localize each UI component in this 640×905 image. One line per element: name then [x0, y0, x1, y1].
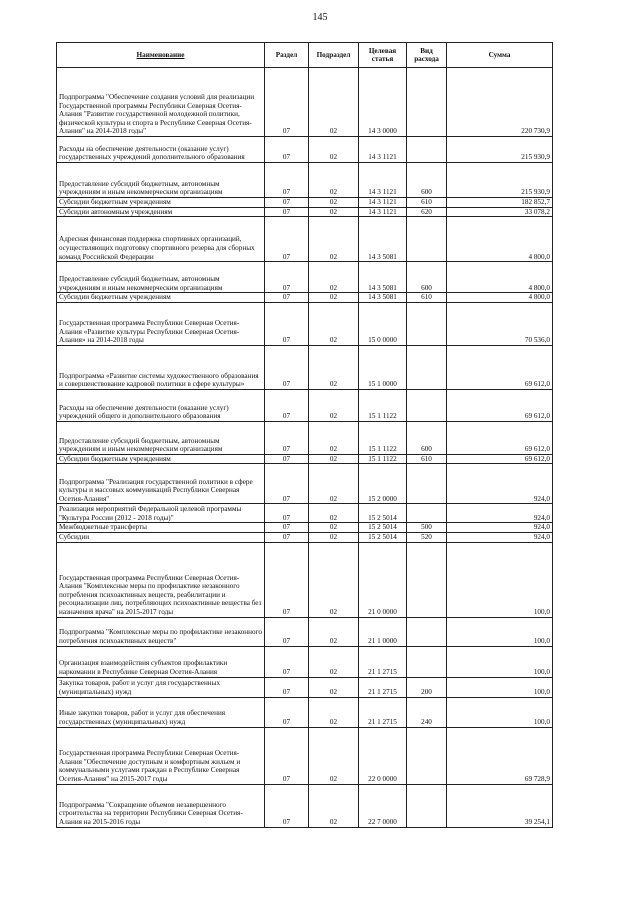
table-row — [57, 646, 553, 677]
table-row — [57, 523, 553, 533]
row-exp-type-cell: 600 — [407, 262, 447, 293]
row-amount-cell: 100,0 — [447, 646, 553, 677]
row-exp-type-cell: 500 — [407, 523, 447, 533]
row-subsection-cell: 02 — [309, 523, 359, 533]
row-exp-type-cell — [407, 302, 447, 345]
row-subsection-cell: 02 — [309, 784, 359, 827]
row-target-cell: 21 1 2715 — [359, 677, 407, 697]
row-section-cell: 07 — [265, 727, 309, 784]
row-amount-cell: 39 254,1 — [447, 784, 553, 827]
row-name-cell: Субсидии бюджетным учреждениям — [57, 198, 265, 208]
row-target-cell: 22 7 0000 — [359, 784, 407, 827]
row-name-cell: Субсидии — [57, 532, 265, 542]
row-amount-cell: 100,0 — [447, 617, 553, 646]
table-row — [57, 617, 553, 646]
table-row — [57, 217, 553, 262]
row-name-cell: Расходы на обеспечение деятельности (оказание услуг) государственных учреждений дополнительного образования — [57, 137, 265, 163]
table-row — [57, 345, 553, 389]
row-exp-type-cell — [407, 464, 447, 504]
row-target-cell: 15 1 1122 — [359, 421, 407, 454]
row-amount-cell: 924,0 — [447, 532, 553, 542]
row-amount-cell: 220 730,9 — [447, 68, 553, 137]
row-subsection-cell: 02 — [309, 532, 359, 542]
row-exp-type-cell — [407, 137, 447, 163]
row-name-cell: Расходы на обеспечение деятельности (оказание услуг) учреждений общего и дополнительного образования — [57, 389, 265, 421]
table-row — [57, 697, 553, 727]
row-target-cell: 21 1 2715 — [359, 697, 407, 727]
row-name-cell: Подпрограмма "Комплексные меры по профилактике незаконного потребления психоактивных веществ" — [57, 617, 265, 646]
row-subsection-cell: 02 — [309, 345, 359, 389]
row-exp-type-cell — [407, 389, 447, 421]
row-exp-type-cell: 200 — [407, 677, 447, 697]
table-row — [57, 198, 553, 208]
row-section-cell: 07 — [265, 532, 309, 542]
header-amount: Сумма — [447, 43, 553, 68]
row-subsection-cell: 02 — [309, 617, 359, 646]
row-amount-cell: 100,0 — [447, 697, 553, 727]
row-target-cell: 14 3 0000 — [359, 68, 407, 137]
row-name-cell: Подпрограмма "Сокращение объемов незавершенного строительства на территории Республики Северная Осетия-Алания на 2015-2016 годы — [57, 784, 265, 827]
row-amount-cell: 69 728,9 — [447, 727, 553, 784]
row-section-cell: 07 — [265, 137, 309, 163]
row-section-cell: 07 — [265, 163, 309, 198]
row-section-cell: 07 — [265, 784, 309, 827]
row-amount-cell: 4 800,0 — [447, 262, 553, 293]
row-subsection-cell: 02 — [309, 697, 359, 727]
header-exp-type: Вид расхода — [407, 43, 447, 68]
row-section-cell: 07 — [265, 302, 309, 345]
row-name-cell: Подпрограмма "Реализация государственной политики в сфере культуры и массовых коммуникаций Республики Северная Осетия-Алания" — [57, 464, 265, 504]
row-subsection-cell: 02 — [309, 646, 359, 677]
row-section-cell: 07 — [265, 207, 309, 217]
row-subsection-cell: 02 — [309, 302, 359, 345]
row-exp-type-cell: 610 — [407, 454, 447, 464]
row-subsection-cell: 02 — [309, 454, 359, 464]
row-name-cell: Адресная финансовая поддержка спортивных организаций, осуществляющих подготовку спортивного резерва для сборных команд Российской Федерации — [57, 217, 265, 262]
row-amount-cell: 215 930,9 — [447, 163, 553, 198]
row-name-cell: Субсидии бюджетным учреждениям — [57, 454, 265, 464]
row-exp-type-cell — [407, 617, 447, 646]
budget-table — [56, 42, 553, 828]
row-section-cell: 07 — [265, 697, 309, 727]
row-target-cell: 14 3 5081 — [359, 262, 407, 293]
row-exp-type-cell: 600 — [407, 421, 447, 454]
row-subsection-cell: 02 — [309, 207, 359, 217]
row-exp-type-cell — [407, 68, 447, 137]
row-section-cell: 07 — [265, 454, 309, 464]
row-target-cell: 14 3 1121 — [359, 198, 407, 208]
row-target-cell: 21 0 0000 — [359, 542, 407, 617]
row-section-cell: 07 — [265, 617, 309, 646]
row-target-cell: 15 1 1122 — [359, 389, 407, 421]
table-row — [57, 137, 553, 163]
row-subsection-cell: 02 — [309, 464, 359, 504]
table-row — [57, 302, 553, 345]
row-name-cell: Подпрограмма "Обеспечение создания условий для реализации Государственной программы Республики Северная Осетия-Алания "Развитие государственной молодежной политики, физической культуры и спорта в Республике Северная Осетия-Алания" на 2014-2018 годы" — [57, 68, 265, 137]
row-section-cell: 07 — [265, 68, 309, 137]
row-target-cell: 21 1 0000 — [359, 617, 407, 646]
row-name-cell: Подпрограмма «Развитие системы художественного образования и совершенствование кадровой политики в сфере культуры» — [57, 345, 265, 389]
row-amount-cell: 69 612,0 — [447, 421, 553, 454]
row-name-cell: Предоставление субсидий бюджетным, автономным учреждениям и иным некоммерческим организациям — [57, 262, 265, 293]
row-target-cell: 15 2 5014 — [359, 504, 407, 523]
row-amount-cell: 69 612,0 — [447, 345, 553, 389]
row-amount-cell: 924,0 — [447, 523, 553, 533]
table-row — [57, 542, 553, 617]
header-name: Наименование — [57, 43, 265, 68]
row-subsection-cell: 02 — [309, 262, 359, 293]
row-target-cell: 15 2 0000 — [359, 464, 407, 504]
row-name-cell: Реализация мероприятий Федеральной целевой программы "Культура России (2012 - 2018 годы)" — [57, 504, 265, 523]
row-amount-cell: 33 078,2 — [447, 207, 553, 217]
row-amount-cell: 4 800,0 — [447, 217, 553, 262]
row-subsection-cell: 02 — [309, 217, 359, 262]
table-row — [57, 163, 553, 198]
table-header-row — [57, 43, 553, 68]
row-target-cell: 14 3 1121 — [359, 137, 407, 163]
row-target-cell: 21 1 2715 — [359, 646, 407, 677]
table-row — [57, 389, 553, 421]
row-target-cell: 14 3 1121 — [359, 163, 407, 198]
row-name-cell: Иные закупки товаров, работ и услуг для обеспечения государственных (муниципальных) нужд — [57, 697, 265, 727]
row-subsection-cell: 02 — [309, 421, 359, 454]
row-target-cell: 15 0 0000 — [359, 302, 407, 345]
table-row — [57, 677, 553, 697]
row-subsection-cell: 02 — [309, 677, 359, 697]
row-section-cell: 07 — [265, 345, 309, 389]
row-exp-type-cell — [407, 727, 447, 784]
row-subsection-cell: 02 — [309, 68, 359, 137]
row-name-cell: Закупка товаров, работ и услуг для государственных (муниципальных) нужд — [57, 677, 265, 697]
row-amount-cell: 69 612,0 — [447, 454, 553, 464]
row-target-cell: 15 1 1122 — [359, 454, 407, 464]
row-subsection-cell: 02 — [309, 727, 359, 784]
row-exp-type-cell — [407, 345, 447, 389]
table-row — [57, 504, 553, 523]
page-number: 145 — [312, 12, 328, 23]
row-target-cell: 22 0 0000 — [359, 727, 407, 784]
table-row — [57, 293, 553, 303]
row-name-cell: Государственная программа Республики Северная Осетия-Алания «Развитие культуры Республики Северная Осетия-Алания» на 2014-2018 годы — [57, 302, 265, 345]
row-amount-cell: 182 852,7 — [447, 198, 553, 208]
header-subsection: Подраздел — [309, 43, 359, 68]
row-name-cell: Государственная программа Республики Северная Осетия-Алания "Обеспечение доступным и комфортным жильем и коммунальными услугами граждан в Республике Северная Осетия-Алания" на 2015-2017 годы — [57, 727, 265, 784]
row-target-cell: 15 1 0000 — [359, 345, 407, 389]
row-amount-cell: 215 930,9 — [447, 137, 553, 163]
table-row — [57, 727, 553, 784]
row-amount-cell: 100,0 — [447, 677, 553, 697]
row-exp-type-cell — [407, 542, 447, 617]
row-exp-type-cell — [407, 784, 447, 827]
row-exp-type-cell: 610 — [407, 198, 447, 208]
row-subsection-cell: 02 — [309, 389, 359, 421]
row-name-cell: Предоставление субсидий бюджетным, автономным учреждениям и иным некоммерческим организациям — [57, 421, 265, 454]
row-subsection-cell: 02 — [309, 504, 359, 523]
row-exp-type-cell: 240 — [407, 697, 447, 727]
row-target-cell: 15 2 5014 — [359, 532, 407, 542]
row-amount-cell: 924,0 — [447, 464, 553, 504]
row-subsection-cell: 02 — [309, 542, 359, 617]
row-section-cell: 07 — [265, 523, 309, 533]
row-exp-type-cell — [407, 504, 447, 523]
header-target: Целевая статья — [359, 43, 407, 68]
table-row — [57, 454, 553, 464]
row-subsection-cell: 02 — [309, 163, 359, 198]
row-subsection-cell: 02 — [309, 198, 359, 208]
table-row — [57, 68, 553, 137]
row-section-cell: 07 — [265, 421, 309, 454]
row-target-cell: 15 2 5014 — [359, 523, 407, 533]
table-row — [57, 464, 553, 504]
row-section-cell: 07 — [265, 389, 309, 421]
row-section-cell: 07 — [265, 542, 309, 617]
row-section-cell: 07 — [265, 293, 309, 303]
row-section-cell: 07 — [265, 262, 309, 293]
row-section-cell: 07 — [265, 646, 309, 677]
table-row — [57, 784, 553, 827]
table-row — [57, 421, 553, 454]
row-section-cell: 07 — [265, 217, 309, 262]
table-row — [57, 207, 553, 217]
row-name-cell: Субсидии автономным учреждениям — [57, 207, 265, 217]
row-exp-type-cell: 600 — [407, 163, 447, 198]
row-name-cell: Организация взаимодействия субъектов профилактики наркомании в Республике Северная Осетия-Алания — [57, 646, 265, 677]
table-row — [57, 262, 553, 293]
row-amount-cell: 70 536,0 — [447, 302, 553, 345]
row-section-cell: 07 — [265, 677, 309, 697]
row-exp-type-cell: 610 — [407, 293, 447, 303]
header-section: Раздел — [265, 43, 309, 68]
row-target-cell: 14 3 1121 — [359, 207, 407, 217]
table-row — [57, 532, 553, 542]
row-exp-type-cell: 520 — [407, 532, 447, 542]
row-exp-type-cell: 620 — [407, 207, 447, 217]
row-exp-type-cell — [407, 217, 447, 262]
row-target-cell: 14 3 5081 — [359, 293, 407, 303]
row-name-cell: Государственная программа Республики Северная Осетия-Алания "Комплексные меры по профилактике незаконного потребления психоактивных веществ, реабилитации и ресоциализации лиц, потребляющих психоактивные вещества без назначения врача" на 2015-2017 годы — [57, 542, 265, 617]
row-name-cell: Субсидии бюджетным учреждениям — [57, 293, 265, 303]
row-amount-cell: 924,0 — [447, 504, 553, 523]
row-subsection-cell: 02 — [309, 137, 359, 163]
row-section-cell: 07 — [265, 504, 309, 523]
row-name-cell: Предоставление субсидий бюджетным, автономным учреждениям и иным некоммерческим организациям — [57, 163, 265, 198]
row-section-cell: 07 — [265, 464, 309, 504]
row-amount-cell: 69 612,0 — [447, 389, 553, 421]
row-amount-cell: 4 800,0 — [447, 293, 553, 303]
row-amount-cell: 100,0 — [447, 542, 553, 617]
row-name-cell: Межбюджетные трансферты — [57, 523, 265, 533]
row-target-cell: 14 3 5081 — [359, 217, 407, 262]
row-exp-type-cell — [407, 646, 447, 677]
row-section-cell: 07 — [265, 198, 309, 208]
row-subsection-cell: 02 — [309, 293, 359, 303]
